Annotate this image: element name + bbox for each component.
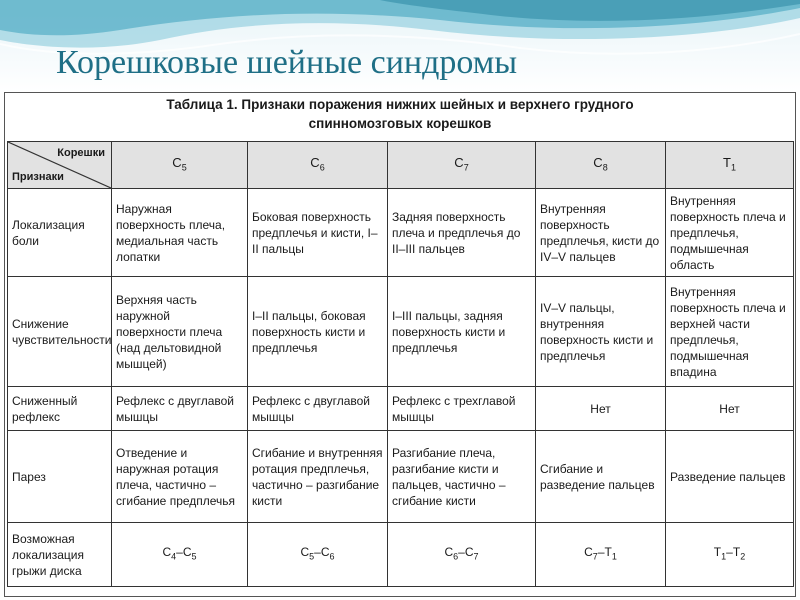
table-cell: Рефлекс с двуглавой мышцы bbox=[248, 387, 388, 431]
table-cell: Рефлекс с двуглавой мышцы bbox=[112, 387, 248, 431]
table-cell: $С_4-С_5$ bbox=[112, 523, 248, 587]
column-header-t1: $Т_1$ bbox=[666, 142, 794, 189]
table-cell: Боковая поверхность предплечья и кисти, I–II пальцы bbox=[248, 189, 388, 277]
table-cell: Сгибание и внутренняя ротация предплечья, частично – разгибание кисти bbox=[248, 431, 388, 523]
table-cell: $Т_1-Т_2$ bbox=[666, 523, 794, 587]
roots-table bbox=[7, 141, 794, 587]
row-label-hernia: Возможная локализация грыжи диска bbox=[8, 523, 112, 587]
table-caption bbox=[5, 95, 795, 133]
table-row bbox=[8, 189, 794, 277]
row-label-sensitivity: Снижение чувствительности bbox=[8, 277, 112, 387]
table-cell: Сгибание и разведение пальцев bbox=[536, 431, 666, 523]
caption-line-1: Таблица 1. Признаки поражения нижних шейных и верхнего грудного bbox=[166, 97, 634, 112]
caption-line-2: спинномозговых корешков bbox=[308, 116, 492, 131]
table-row bbox=[8, 387, 794, 431]
column-header-c5: $С_5$ bbox=[112, 142, 248, 189]
table-cell: IV–V пальцы, внутренняя поверхность кисти и предплечья bbox=[536, 277, 666, 387]
table-cell: Отведение и наружная ротация плеча, частично – сгибание предплечья bbox=[112, 431, 248, 523]
row-label-reflex: Сниженный рефлекс bbox=[8, 387, 112, 431]
table-cell: Рефлекс с трехглавой мышцы bbox=[388, 387, 536, 431]
table-cell: I–II пальцы, боковая поверхность кисти и предплечья bbox=[248, 277, 388, 387]
table-cell: I–III пальцы, задняя поверхность кисти и предплечья bbox=[388, 277, 536, 387]
table-cell: Разгибание плеча, разгибание кисти и пальцев, частично – сгибание кисти bbox=[388, 431, 536, 523]
row-label-pain: Локализация боли bbox=[8, 189, 112, 277]
table-cell: Верхняя часть наружной поверхности плеча (над дельтовидной мышцей) bbox=[112, 277, 248, 387]
table-cell: Внутренняя поверхность плеча и верхней части предплечья, подмышечная впадина bbox=[666, 277, 794, 387]
column-header-c6: $С_6$ bbox=[248, 142, 388, 189]
column-header-c7: $С_7$ bbox=[388, 142, 536, 189]
corner-label-signs: Признаки bbox=[12, 171, 64, 183]
table-cell: Нет bbox=[536, 387, 666, 431]
table-cell: $С_6-С_7$ bbox=[388, 523, 536, 587]
table-cell: Разведение пальцев bbox=[666, 431, 794, 523]
table-header-row bbox=[8, 142, 794, 189]
corner-cell bbox=[8, 142, 112, 189]
table-cell: Наружная поверхность плеча, медиальная часть лопатки bbox=[112, 189, 248, 277]
slide-title: Корешковые шейные синдромы bbox=[56, 44, 518, 81]
column-header-c8: $С_8$ bbox=[536, 142, 666, 189]
table-row bbox=[8, 431, 794, 523]
table-cell: Внутренняя поверхность предплечья, кисти до IV–V пальцев bbox=[536, 189, 666, 277]
table-row bbox=[8, 523, 794, 587]
table-cell: Нет bbox=[666, 387, 794, 431]
table-row bbox=[8, 277, 794, 387]
table-cell: Внутренняя поверхность плеча и предплечья, подмышечная область bbox=[666, 189, 794, 277]
corner-label-roots: Корешки bbox=[57, 147, 105, 159]
table-cell: $С_7-Т_1$ bbox=[536, 523, 666, 587]
table-cell: Задняя поверхность плеча и предплечья до II–III пальцев bbox=[388, 189, 536, 277]
table-image bbox=[4, 92, 796, 597]
row-label-paresis: Парез bbox=[8, 431, 112, 523]
table-cell: $С_5-С_6$ bbox=[248, 523, 388, 587]
